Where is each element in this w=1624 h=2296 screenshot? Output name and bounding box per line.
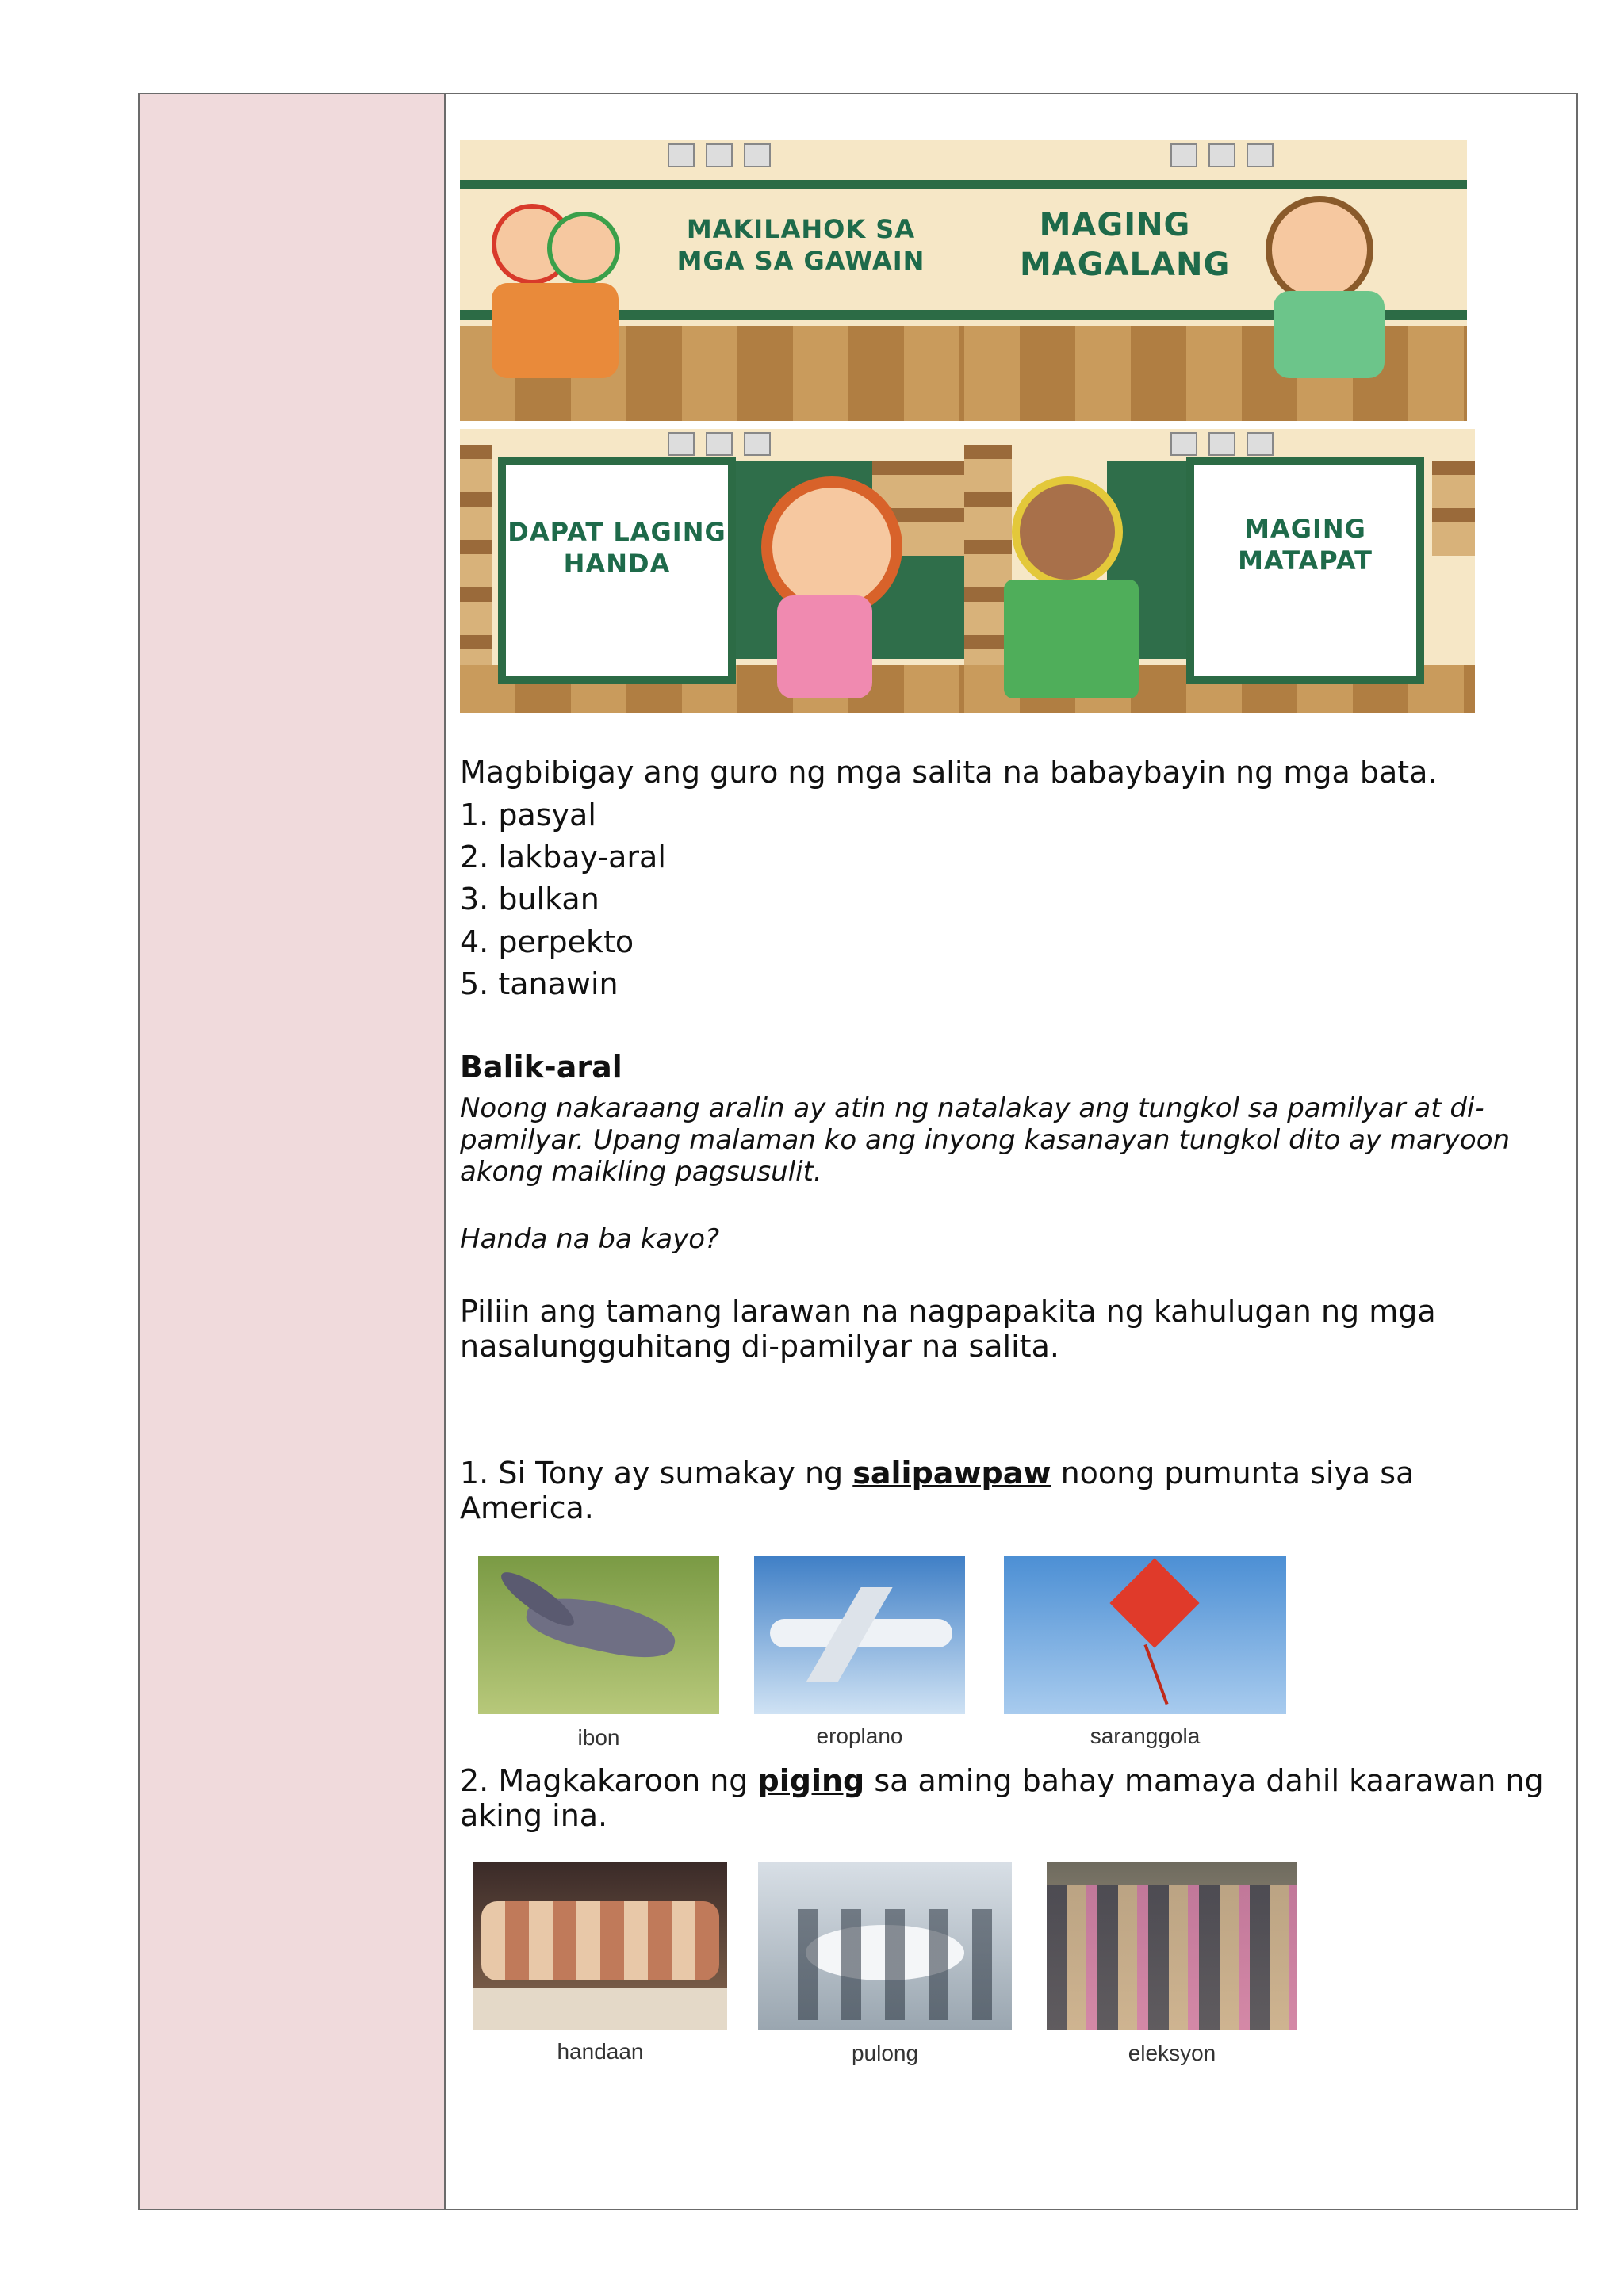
child-illustration <box>777 595 872 698</box>
banner-title: MAKILAHOK SA MGA SA GAWAIN <box>676 214 925 276</box>
banner-title: DAPAT LAGING HANDA <box>508 517 726 579</box>
child-illustration <box>1266 196 1373 304</box>
party-image[interactable] <box>473 1862 727 2030</box>
review-paragraph: Noong nakaraang aralin ay atin ng natalakay ang tungkol sa pamilyar at di-pamilyar. Upang malaman ko ang inyong kasanayan tungkol dito ay maryoon akong maikling pagsusulit. <box>460 1093 1511 1188</box>
election-image[interactable] <box>1047 1862 1297 2030</box>
review-question: Handa na ba kayo? <box>460 1223 720 1255</box>
banner-title: MAGING MAGALANG <box>1020 207 1231 283</box>
kite-image[interactable] <box>1004 1556 1286 1714</box>
child-illustration <box>1274 291 1385 378</box>
spelling-word: 2. lakbay-aral <box>460 840 666 874</box>
review-heading: Balik-aral <box>460 1050 622 1085</box>
child-illustration <box>492 283 619 378</box>
instruction-text: Piliin ang tamang larawan na nagpapakita ng kahulugan ng mga nasalungguhitang di-pamilyar na salita. <box>460 1294 1436 1364</box>
child-illustration <box>547 212 620 285</box>
left-column <box>140 94 446 2209</box>
choice-caption: eleksyon <box>1128 2041 1216 2065</box>
meeting-image[interactable] <box>758 1862 1012 2030</box>
banner-magalang <box>964 140 1467 421</box>
banner-grid <box>460 140 1467 713</box>
choice-caption: handaan <box>557 2039 644 2064</box>
banner-matapat <box>964 429 1475 713</box>
choice-caption: eroplano <box>816 1724 903 1748</box>
question-2: 2. Magkakaroon ng piging sa aming bahay mamaya dahil kaarawan ng aking ina. <box>460 1763 1544 1833</box>
underlined-word: piging <box>757 1763 865 1798</box>
bird-image[interactable] <box>478 1556 719 1714</box>
airplane-image[interactable] <box>754 1556 965 1714</box>
spelling-word: 1. pasyal <box>460 798 596 832</box>
book-illustration <box>1004 580 1139 698</box>
banner-makilahok <box>460 140 964 421</box>
banner-title: MAGING MATAPAT <box>1238 514 1373 576</box>
spelling-word: 4. perpekto <box>460 924 634 959</box>
intro-text: Magbibigay ang guro ng mga salita na babaybayin ng mga bata. <box>460 755 1438 790</box>
child-illustration <box>1012 476 1123 587</box>
choice-caption: pulong <box>851 2041 919 2065</box>
choice-caption: ibon <box>577 1725 620 1750</box>
spelling-word: 3. bulkan <box>460 882 599 916</box>
choice-caption: saranggola <box>1090 1724 1201 1748</box>
question-1: 1. Si Tony ay sumakay ng salipawpaw noong pumunta siya sa America. <box>460 1456 1415 1525</box>
spelling-word: 5. tanawin <box>460 966 619 1001</box>
banner-handa <box>460 429 964 713</box>
underlined-word: salipawpaw <box>852 1456 1051 1490</box>
